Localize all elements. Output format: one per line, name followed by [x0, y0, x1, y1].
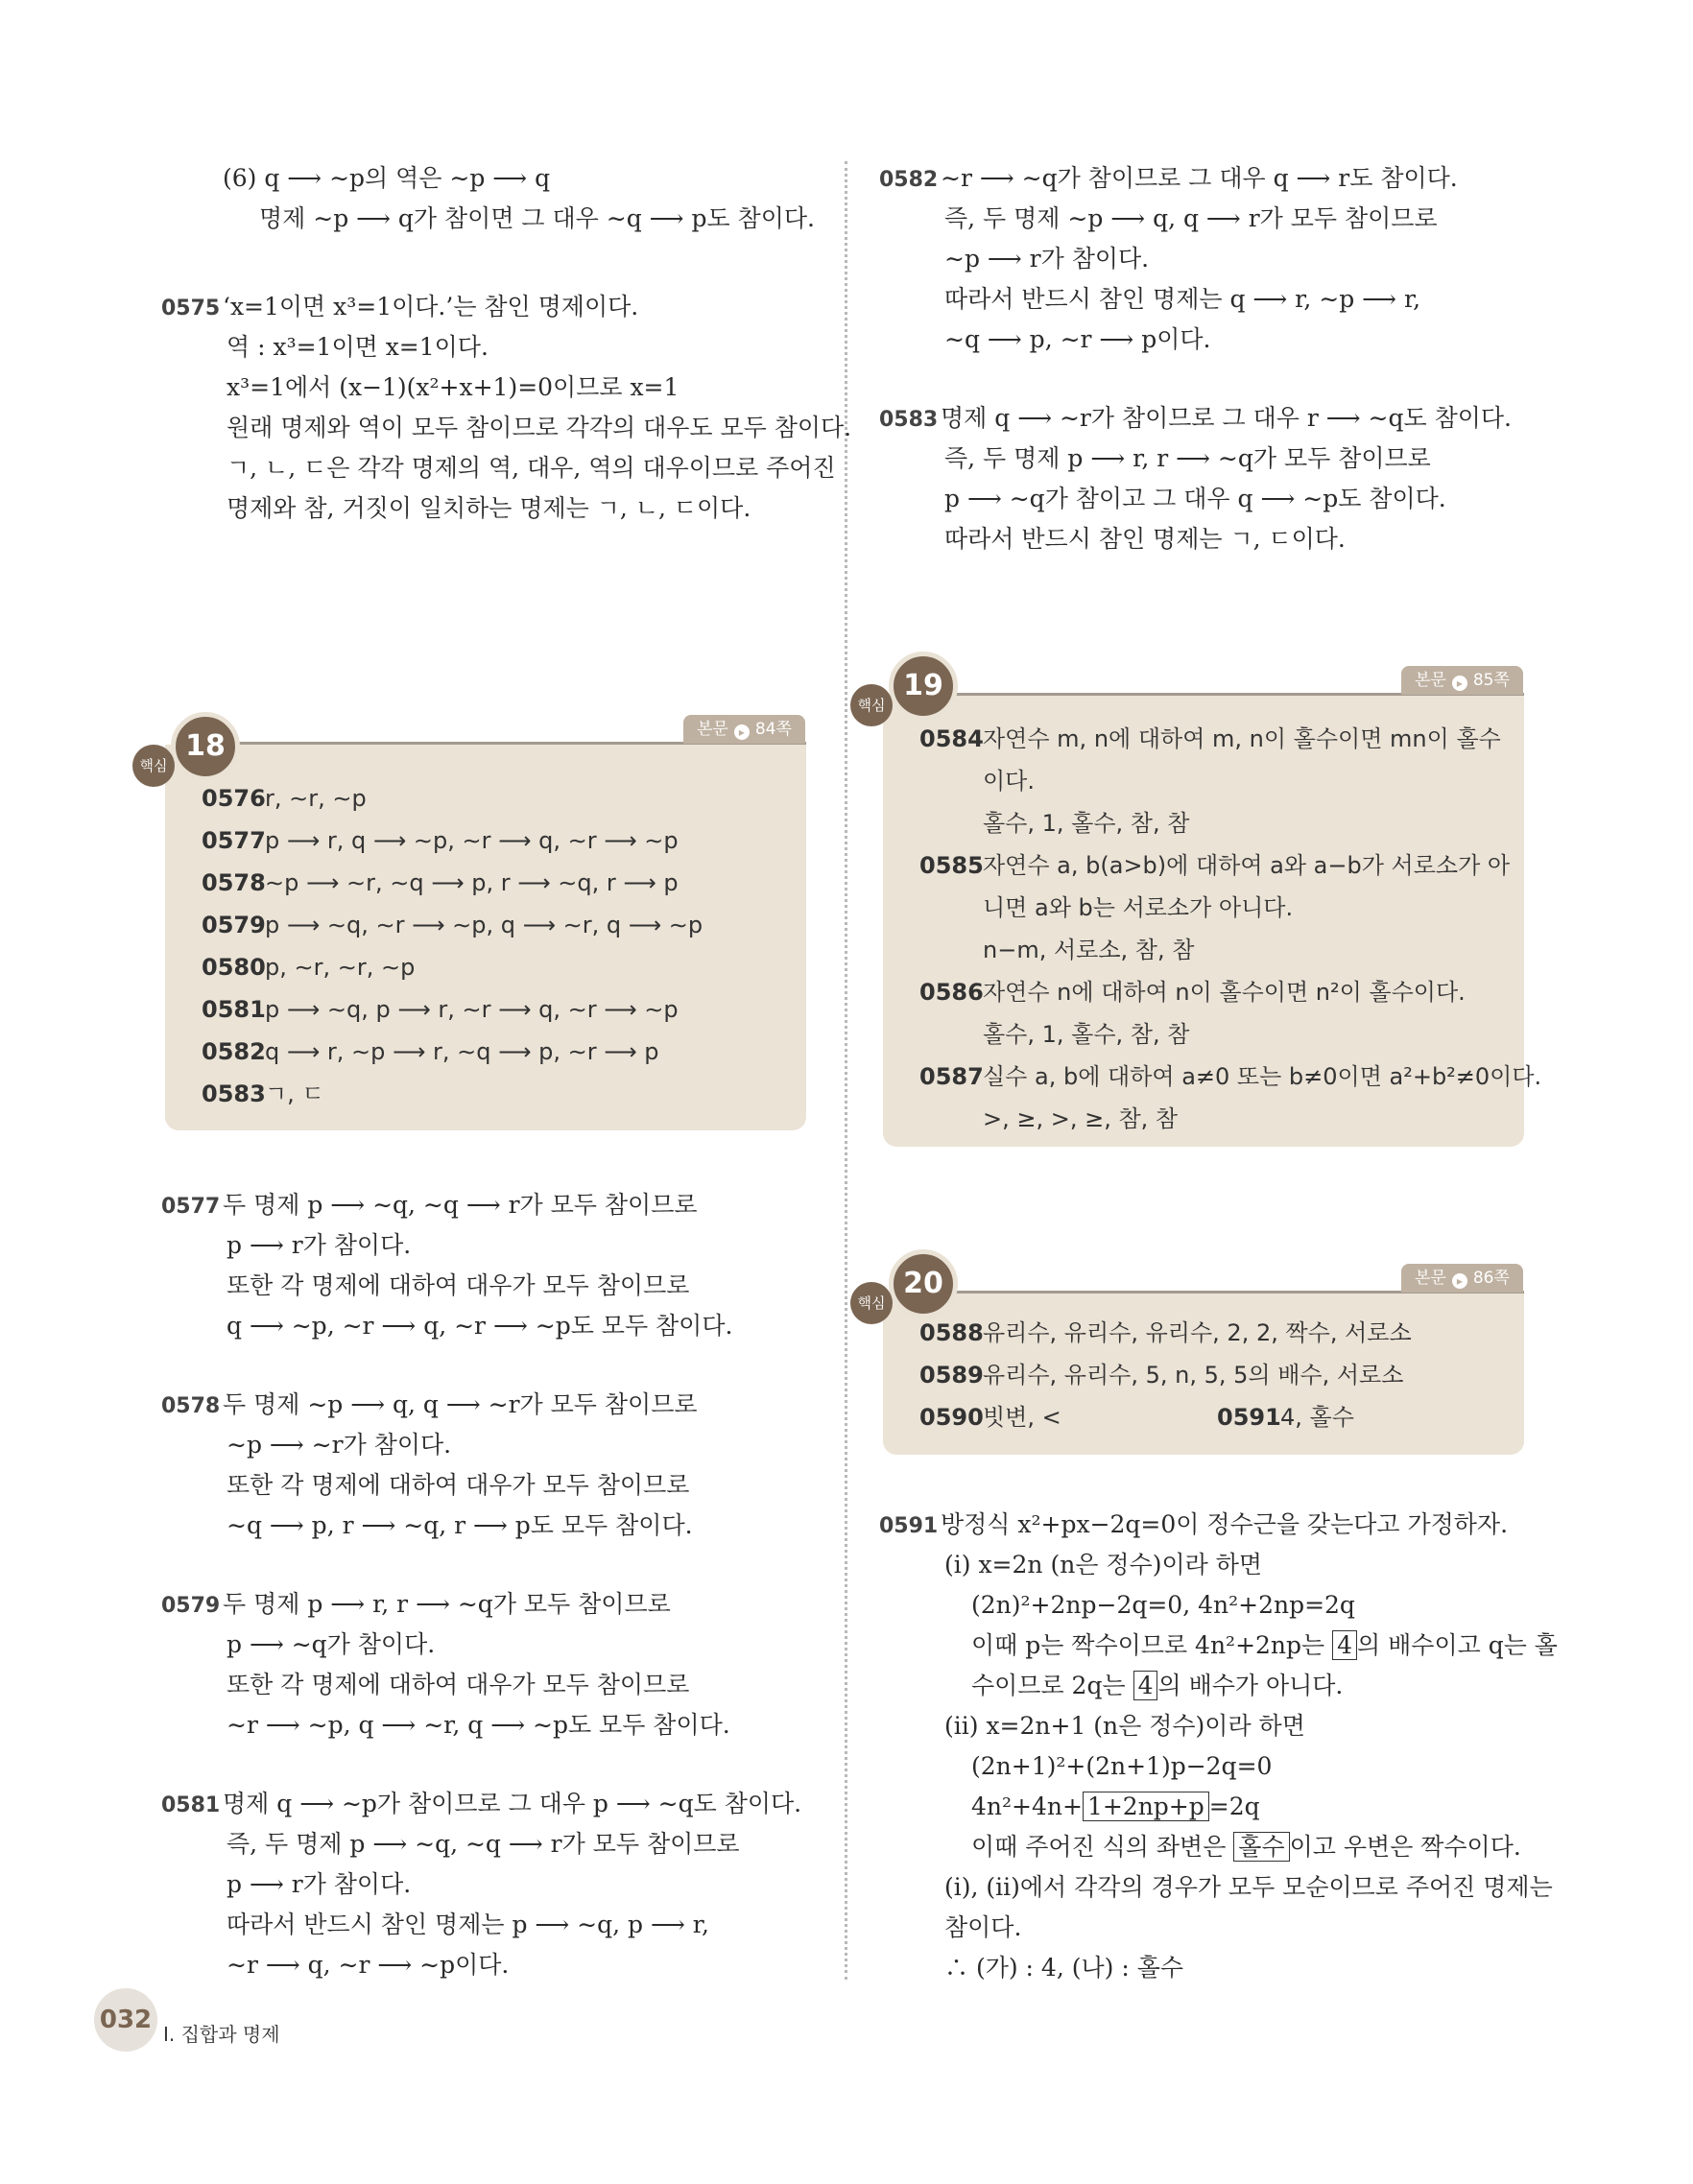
problem-0579: 0579 두 명제 p ⟶ r, r ⟶ ∼q가 모두 참이므로 — [161, 1590, 671, 1618]
answer-line: 0584자연수 m, n에 대하여 m, n이 홀수이면 mn이 홀수 — [919, 725, 1501, 752]
problem-line: p ⟶ ∼q가 참이고 그 대우 q ⟶ ∼p도 참이다. — [944, 485, 1446, 512]
problem-line: 또한 각 명제에 대하여 대우가 모두 참이므로 — [227, 1471, 690, 1499]
problem-text: ‘x=1이면 x³=1이다.’는 참인 명제이다. — [223, 293, 639, 320]
right-column — [881, 158, 1553, 559]
problem-0581: 0581 명제 q ⟶ ∼p가 참이므로 그 대우 p ⟶ ∼q도 참이다. — [161, 1790, 802, 1817]
problem-number: 0591 — [879, 1514, 939, 1538]
answer-line: 0580p, ∼r, ∼r, ∼p — [202, 954, 416, 981]
box-18-answers — [202, 777, 703, 1115]
problem-line: 4n²+4n+ 1+2np+p =2q — [971, 1792, 1260, 1820]
case-ii: (ii) x=2n+1 (n은 정수)이라 하면 — [944, 1712, 1305, 1740]
boxed-expression: 1+2np+p — [1083, 1792, 1209, 1821]
problem-0575 — [163, 287, 835, 327]
arrow-circle-icon: ▸ — [734, 724, 750, 740]
problem-0577: 0577 두 명제 p ⟶ ∼q, ∼q ⟶ r가 모두 참이므로 — [161, 1191, 698, 1219]
box-20-answers — [919, 1312, 1412, 1438]
problem-line: (i), (ii)에서 각각의 경우가 모두 모순이므로 주어진 명제는 — [944, 1873, 1553, 1901]
problem-line: ∼q ⟶ p, r ⟶ ∼q, r ⟶ p도 모두 참이다. — [227, 1511, 693, 1539]
problem-line: p ⟶ r가 참이다. — [227, 1870, 412, 1898]
answer-line: >, ≥, >, ≥, 참, 참 — [983, 1105, 1179, 1132]
problem-line: p ⟶ ∼q가 참이다. — [227, 1630, 436, 1658]
chapter-title: I. 집합과 명제 — [163, 2023, 280, 2046]
problem-line: 또한 각 명제에 대하여 대우가 모두 참이므로 — [227, 1671, 690, 1698]
section-badge: 18 — [171, 712, 240, 781]
problem-line: ∼q ⟶ p, ∼r ⟶ p이다. — [944, 325, 1211, 353]
problem-line: ∼p ⟶ r가 참이다. — [944, 245, 1150, 273]
problem-line: 역 : x³=1이면 x=1이다. — [227, 333, 489, 361]
problem-line: ∼p ⟶ ∼r가 참이다. — [227, 1431, 452, 1459]
problem-line: 참이다. — [944, 1913, 1022, 1941]
problem-line: (2n)²+2np−2q=0, 4n²+2np=2q — [971, 1591, 1355, 1619]
problem-line: (2n+1)²+(2n+1)p−2q=0 — [971, 1752, 1273, 1780]
problem-0582: 0582 ∼r ⟶ ∼q가 참이므로 그 대우 q ⟶ r도 참이다. — [879, 164, 1458, 192]
problem-line: x³=1에서 (x−1)(x²+x+1)=0이므로 x=1 — [227, 373, 680, 401]
page-reference: 본문 ▸ 84쪽 — [683, 715, 805, 744]
answer-line: 0581p ⟶ ∼q, p ⟶ r, ∼r ⟶ q, ∼r ⟶ ∼p — [202, 996, 679, 1023]
box-19-answers — [919, 718, 1541, 1140]
page-reference: 본문 ▸ 86쪽 — [1401, 1264, 1523, 1293]
problem-line: 원래 명제와 역이 모두 참이므로 각각의 대우도 모두 참이다. — [227, 414, 852, 441]
answer-line: 0583ㄱ, ㄷ — [202, 1080, 324, 1107]
page-reference: 본문 ▸ 85쪽 — [1401, 666, 1523, 695]
page-number: 032 — [94, 1988, 157, 2052]
problem-line: ∼r ⟶ q, ∼r ⟶ ∼p이다. — [227, 1951, 510, 1979]
arrow-circle-icon: ▸ — [1452, 1273, 1467, 1289]
answer-line: 0590빗변, < 05914, 홀수 — [919, 1404, 1354, 1431]
problem-line: 즉, 두 명제 p ⟶ r, r ⟶ ∼q가 모두 참이므로 — [944, 444, 1431, 472]
problem-number: 0575 — [161, 297, 221, 320]
answer-line: 0588유리수, 유리수, 유리수, 2, 2, 짝수, 서로소 — [919, 1319, 1412, 1346]
answer-line: 0582q ⟶ r, ∼p ⟶ r, ∼q ⟶ p, ∼r ⟶ p — [202, 1038, 659, 1065]
problem-line: q ⟶ ∼p, ∼r ⟶ q, ∼r ⟶ ∼p도 모두 참이다. — [227, 1312, 733, 1340]
problem-line: 또한 각 명제에 대하여 대우가 모두 참이므로 — [227, 1271, 690, 1299]
arrow-circle-icon: ▸ — [1452, 676, 1467, 691]
blank-a: 4 — [1332, 1630, 1357, 1660]
section-badge: 19 — [889, 652, 958, 721]
blank-a: 4 — [1133, 1671, 1158, 1700]
answer-line: 0587실수 a, b에 대하여 a≠0 또는 b≠0이면 a²+b²≠0이다. — [919, 1063, 1542, 1090]
blank-b: 홀수 — [1233, 1832, 1289, 1862]
problem-line: ∼r ⟶ ∼p, q ⟶ ∼r, q ⟶ ∼p도 모두 참이다. — [227, 1711, 730, 1739]
problem-0578: 0578 두 명제 ∼p ⟶ q, q ⟶ ∼r가 모두 참이므로 — [161, 1390, 698, 1418]
problem-line: 따라서 반드시 참인 명제는 ㄱ, ㄷ이다. — [944, 525, 1346, 553]
problem-line: 이때 주어진 식의 좌변은 홀수 이고 우변은 짝수이다. — [971, 1833, 1521, 1861]
line-6-contrapositive: 명제 ∼p ⟶ q가 참이면 그 대우 ∼q ⟶ p도 참이다. — [259, 204, 815, 232]
problem-line: 따라서 반드시 참인 명제는 q ⟶ r, ∼p ⟶ r, — [944, 285, 1421, 313]
case-i: (i) x=2n (n은 정수)이라 하면 — [944, 1551, 1263, 1579]
problem-line: 방정식 x²+px−2q=0이 정수근을 갖는다고 가정하자. — [941, 1510, 1509, 1538]
answer-line: 0578∼p ⟶ ∼r, ∼q ⟶ p, r ⟶ ∼q, r ⟶ p — [202, 869, 679, 896]
conclusion-line: ∴ (가) : 4, (나) : 홀수 — [944, 1954, 1183, 1982]
answer-line: 0586자연수 n에 대하여 n이 홀수이면 n²이 홀수이다. — [919, 979, 1466, 1006]
answer-line: 이다. — [983, 768, 1035, 795]
section-badge: 20 — [889, 1249, 958, 1318]
answer-line: 홀수, 1, 홀수, 참, 참 — [983, 1021, 1190, 1048]
problem-line: 즉, 두 명제 ∼p ⟶ q, q ⟶ r가 모두 참이므로 — [944, 204, 1438, 232]
answer-line: 0576r, ∼r, ∼p — [202, 785, 367, 812]
core-tag: 핵심 — [132, 745, 175, 787]
line-6-converse: (6) q ⟶ ∼p의 역은 ∼p ⟶ q — [223, 164, 551, 192]
answer-line: 니면 a와 b는 서로소가 아니다. — [983, 894, 1294, 921]
problem-line: p ⟶ r가 참이다. — [227, 1231, 412, 1259]
problem-line: 이때 p는 짝수이므로 4n²+2np는 4 의 배수이고 q는 홀 — [971, 1631, 1558, 1659]
answer-line: n−m, 서로소, 참, 참 — [983, 937, 1195, 963]
answer-line: 홀수, 1, 홀수, 참, 참 — [983, 810, 1190, 837]
answer-line: 0579p ⟶ ∼q, ∼r ⟶ ∼p, q ⟶ ∼r, q ⟶ ∼p — [202, 912, 703, 938]
answer-line: 0585자연수 a, b(a>b)에 대하여 a와 a−b가 서로소가 아 — [919, 852, 1511, 879]
answer-line: 0577p ⟶ r, q ⟶ ∼p, ∼r ⟶ q, ∼r ⟶ ∼p — [202, 827, 679, 854]
problem-line: ㄱ, ㄴ, ㄷ은 각각 명제의 역, 대우, 역의 대우이므로 주어진 — [227, 454, 836, 482]
left-lower-column — [163, 1185, 835, 1985]
problem-line: 명제와 참, 거짓이 일치하는 명제는 ㄱ, ㄴ, ㄷ이다. — [227, 494, 751, 522]
answer-line: 0589유리수, 유리수, 5, n, 5, 5의 배수, 서로소 — [919, 1362, 1404, 1389]
problem-line: 즉, 두 명제 p ⟶ ∼q, ∼q ⟶ r가 모두 참이므로 — [227, 1830, 740, 1858]
left-column — [161, 158, 852, 529]
problem-0591 — [879, 1505, 1558, 1988]
core-tag: 핵심 — [850, 684, 893, 726]
problem-0583: 0583 명제 q ⟶ ∼r가 참이므로 그 대우 r ⟶ ∼q도 참이다. — [879, 404, 1512, 432]
core-tag: 핵심 — [850, 1282, 893, 1324]
problem-line: 따라서 반드시 참인 명제는 p ⟶ ∼q, p ⟶ r, — [227, 1911, 709, 1938]
problem-line: 수이므로 2q는 4 의 배수가 아니다. — [971, 1672, 1344, 1699]
